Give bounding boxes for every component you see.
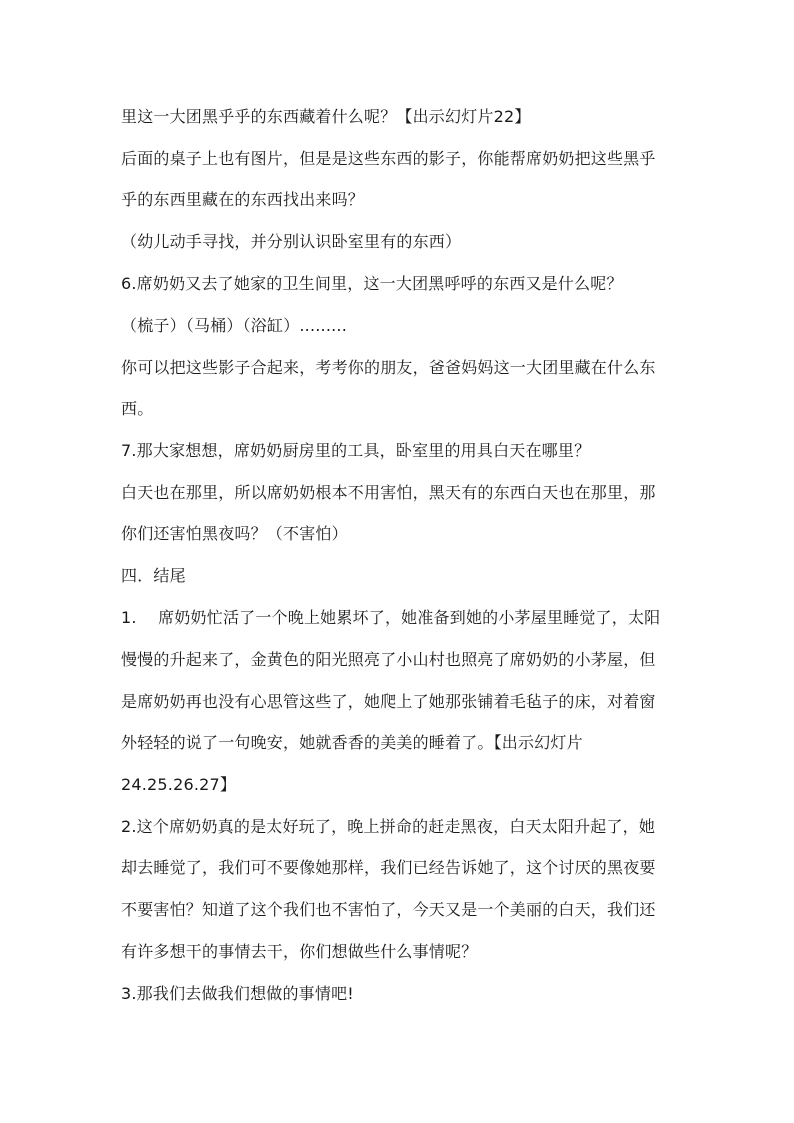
text-line: 是席奶奶再也没有心思管这些了，她爬上了她那张铺着毛毡子的床，对着窗 (121, 692, 656, 711)
text-line: 外轻轻的说了一句晚安，她就香香的美美的睡着了。【出示幻灯片 (121, 733, 583, 752)
text-line: 西。 (121, 399, 154, 418)
text-line: 慢慢的升起来了，金黄色的阳光照亮了小山村也照亮了席奶奶的小茅屋，但 (121, 650, 656, 669)
text-line: 2.这个席奶奶真的是太好玩了，晚上拼命的赶走黑夜，白天太阳升起了，她 (121, 817, 656, 836)
text-line: （梳子）（马桶）（浴缸）......... (121, 316, 347, 335)
text-line: 7.那大家想想，席奶奶厨房里的工具，卧室里的用具白天在哪里？ (121, 441, 591, 460)
text-line: 白天也在那里，所以席奶奶根本不用害怕，黑天有的东西白天也在那里，那 (121, 483, 656, 502)
text-line: （幼儿动手寻找，并分别认识卧室里有的东西） (121, 232, 462, 251)
text-line: 却去睡觉了，我们可不要像她那样，我们已经告诉她了，这个讨厌的黑夜要 (121, 858, 656, 877)
text-line: 里这一大团黑乎乎的东西藏着什么呢？【出示幻灯片22】 (121, 107, 531, 126)
text-line: 你可以把这些影子合起来，考考你的朋友，爸爸妈妈这一大团里藏在什么东 (121, 358, 656, 377)
text-line: 6.席奶奶又去了她家的卫生间里，这一大团黑呼呼的东西又是什么呢？ (121, 274, 623, 293)
text-line: 1. 席奶奶忙活了一个晚上她累坏了，她准备到她的小茅屋里睡觉了，太阳 (121, 608, 661, 627)
text-line: 有许多想干的事情去干，你们想做些什么事情呢？ (121, 942, 478, 961)
text-line: 你们还害怕黑夜吗？（不害怕） (121, 524, 348, 543)
text-line: 不要害怕？知道了这个我们也不害怕了，今天又是一个美丽的白天，我们还 (121, 900, 656, 919)
text-line: 乎的东西里藏在的东西找出来吗？ (121, 190, 365, 209)
text-line: 24.25.26.27】 (121, 775, 237, 794)
text-line: 3.那我们去做我们想做的事情吧! (121, 984, 354, 1003)
section-heading: 四．结尾 (121, 566, 186, 585)
text-line: 后面的桌子上也有图片，但是是这些东西的影子，你能帮席奶奶把这些黑乎 (121, 149, 656, 168)
